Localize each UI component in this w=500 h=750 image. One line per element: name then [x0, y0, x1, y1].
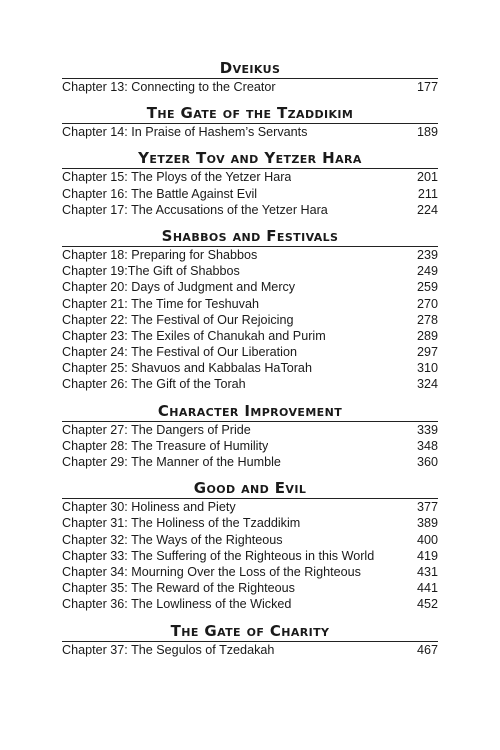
page-number: 201 — [416, 170, 438, 185]
page-number: 289 — [416, 328, 438, 343]
table-of-contents — [62, 58, 438, 658]
toc-section — [62, 478, 438, 612]
page-number: 377 — [416, 500, 438, 515]
page-number: 441 — [416, 581, 438, 596]
page-number: 239 — [416, 247, 438, 262]
section-entries — [62, 79, 438, 95]
toc-entry[interactable] — [62, 438, 438, 454]
page-number: 467 — [416, 642, 438, 657]
chapter-title: Chapter 28: The Treasure of Humility — [62, 438, 269, 453]
section-entries — [62, 247, 438, 393]
section-heading: The Gate of the Tzaddikim — [62, 103, 438, 124]
chapter-title: Chapter 15: The Ploys of the Yetzer Hara — [62, 170, 292, 185]
chapter-title: Chapter 36: The Lowliness of the Wicked — [62, 597, 292, 612]
chapter-title: Chapter 24: The Festival of Our Liberation — [62, 345, 297, 360]
chapter-title: Chapter 21: The Time for Teshuvah — [62, 296, 259, 311]
page-number: 419 — [416, 548, 438, 563]
toc-entry[interactable] — [62, 548, 438, 564]
toc-entry[interactable] — [62, 247, 438, 263]
toc-section — [62, 148, 438, 218]
toc-entry[interactable] — [62, 564, 438, 580]
toc-entry[interactable] — [62, 596, 438, 612]
toc-entry[interactable] — [62, 328, 438, 344]
page-number: 389 — [416, 516, 438, 531]
section-heading: The Gate of Charity — [62, 621, 438, 642]
page-number: 310 — [416, 361, 438, 376]
toc-entry[interactable] — [62, 312, 438, 328]
toc-entry[interactable] — [62, 454, 438, 470]
toc-section — [62, 103, 438, 140]
chapter-title: Chapter 27: The Dangers of Pride — [62, 422, 251, 437]
toc-entry[interactable] — [62, 279, 438, 295]
chapter-title: Chapter 34: Mourning Over the Loss of the Righteous — [62, 564, 361, 579]
section-heading: Good and Evil — [62, 478, 438, 499]
section-heading: Dveikus — [62, 58, 438, 79]
toc-section — [62, 226, 438, 393]
section-heading: Yetzer Tov and Yetzer Hara — [62, 148, 438, 169]
page-number: 224 — [416, 202, 438, 217]
chapter-title: Chapter 26: The Gift of the Torah — [62, 377, 246, 392]
section-entries — [62, 169, 438, 218]
section-entries — [62, 124, 438, 140]
page-number: 259 — [416, 280, 438, 295]
toc-entry[interactable] — [62, 532, 438, 548]
page-number: 348 — [416, 438, 438, 453]
toc-section — [62, 58, 438, 95]
page-number: 189 — [416, 125, 438, 140]
chapter-title: Chapter 23: The Exiles of Chanukah and Purim — [62, 328, 326, 343]
chapter-title: Chapter 35: The Reward of the Righteous — [62, 581, 295, 596]
section-heading: Character Improvement — [62, 401, 438, 422]
chapter-title: Chapter 14: In Praise of Hashem’s Servants — [62, 125, 308, 140]
page-number: 400 — [416, 532, 438, 547]
section-entries — [62, 642, 438, 658]
page-number: 431 — [416, 564, 438, 579]
toc-entry[interactable] — [62, 186, 438, 202]
toc-entry[interactable] — [62, 422, 438, 438]
chapter-title: Chapter 33: The Suffering of the Righteous in this World — [62, 548, 375, 563]
toc-section — [62, 621, 438, 658]
chapter-title: Chapter 30: Holiness and Piety — [62, 500, 236, 515]
toc-entry[interactable] — [62, 79, 438, 95]
page-number: 270 — [416, 296, 438, 311]
toc-entry[interactable] — [62, 642, 438, 658]
page-number: 249 — [416, 264, 438, 279]
section-entries — [62, 422, 438, 471]
toc-entry[interactable] — [62, 360, 438, 376]
toc-entry[interactable] — [62, 124, 438, 140]
chapter-title: Chapter 19:The Gift of Shabbos — [62, 264, 240, 279]
chapter-title: Chapter 20: Days of Judgment and Mercy — [62, 280, 296, 295]
chapter-title: Chapter 16: The Battle Against Evil — [62, 186, 258, 201]
chapter-title: Chapter 13: Connecting to the Creator — [62, 80, 276, 94]
chapter-title: Chapter 29: The Manner of the Humble — [62, 455, 281, 469]
section-heading: Shabbos and Festivals — [62, 226, 438, 247]
page-number: 278 — [416, 312, 438, 327]
chapter-title: Chapter 18: Preparing for Shabbos — [62, 247, 258, 262]
page-number: 177 — [416, 80, 438, 94]
toc-entry[interactable] — [62, 515, 438, 531]
chapter-title: Chapter 37: The Segulos of Tzedakah — [62, 642, 275, 657]
chapter-title: Chapter 22: The Festival of Our Rejoicing — [62, 312, 294, 327]
chapter-title: Chapter 17: The Accusations of the Yetzer Hara — [62, 202, 328, 217]
toc-section — [62, 401, 438, 471]
section-entries — [62, 499, 438, 612]
page-number: 324 — [416, 377, 438, 392]
toc-entry[interactable] — [62, 263, 438, 279]
page-number: 452 — [416, 597, 438, 612]
page-number: 339 — [416, 422, 438, 437]
toc-entry[interactable] — [62, 580, 438, 596]
toc-entry[interactable] — [62, 169, 438, 185]
toc-entry[interactable] — [62, 344, 438, 360]
toc-entry[interactable] — [62, 296, 438, 312]
page-number: 297 — [416, 345, 438, 360]
page-number: 211 — [417, 186, 438, 201]
toc-entry[interactable] — [62, 376, 438, 392]
chapter-title: Chapter 31: The Holiness of the Tzaddikim — [62, 516, 301, 531]
toc-entry[interactable] — [62, 499, 438, 515]
chapter-title: Chapter 32: The Ways of the Righteous — [62, 532, 283, 547]
page-number: 360 — [416, 455, 438, 469]
toc-entry[interactable] — [62, 202, 438, 218]
chapter-title: Chapter 25: Shavuos and Kabbalas HaTorah — [62, 361, 312, 376]
